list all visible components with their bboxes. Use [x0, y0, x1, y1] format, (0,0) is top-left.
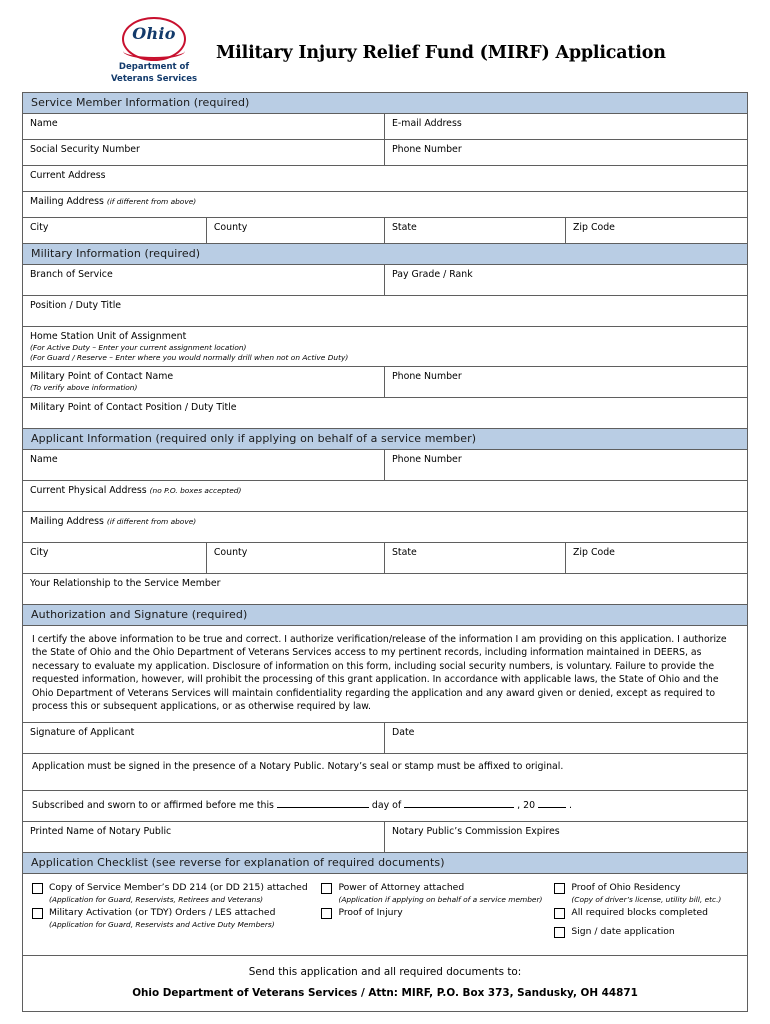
page-title: Military Injury Relief Fund (MIRF) Application	[216, 43, 666, 63]
checkbox-icon[interactable]	[554, 927, 565, 938]
checklist-item[interactable]	[321, 907, 554, 923]
form-row	[23, 481, 747, 512]
authorization-text: I certify the above information to be true and correct. I authorize verification/release of the information I am providing on this application. I authorize the State of Ohio and the Ohio Department of Veterans Services access to my pertinent records, including information maintained in DEERS, as necessary to evaluate my application. Disclosure of information on this form, including social security numbers, is voluntary. Failure to provide the requested information, however, will prohibit the processing of this grant application. In accordance with applicable laws, the State of Ohio and the Ohio Department of Veterans Services will maintain confidentiality regarding the application and any award given or denied, except as required to process this or subsequent applications, or as otherwise required by law.	[32, 633, 727, 713]
section-header-checklist: Application Checklist (see reverse for explanation of required documents)	[23, 853, 747, 874]
field-label: Mailing Address	[30, 196, 104, 207]
checklist-item-label: All required blocks completed	[571, 907, 708, 919]
ohio-swoosh-icon	[123, 43, 185, 59]
form-row	[23, 543, 747, 574]
notary-year-blank[interactable]	[538, 807, 566, 808]
checklist-item-text	[338, 882, 542, 904]
checklist-item-label: Sign / date application	[571, 926, 675, 938]
checklist-item-text	[571, 926, 674, 938]
field-applicant-mailing-address[interactable]	[23, 512, 747, 542]
notary-month-blank[interactable]	[404, 807, 514, 808]
checklist-item[interactable]	[321, 882, 554, 904]
submission-instructions	[23, 956, 747, 1012]
checklist-item[interactable]	[32, 907, 321, 929]
field-label: Mailing Address	[30, 515, 104, 527]
checkbox-icon[interactable]	[554, 908, 565, 919]
field-signature-of-applicant[interactable]: Signature of Applicant	[23, 723, 385, 753]
field-applicant-physical-address[interactable]	[23, 481, 747, 511]
field-military-poc-phone[interactable]: Phone Number	[392, 371, 462, 382]
field-applicant-zip[interactable]: Zip Code	[572, 546, 615, 558]
field-home-station-unit[interactable]	[23, 327, 747, 366]
form-row	[23, 296, 747, 327]
checklist-item-label: Military Activation (or TDY) Orders / LES attached	[49, 907, 276, 919]
form-row	[23, 218, 747, 244]
field-service-member-ssn[interactable]: Social Security Number	[23, 140, 385, 165]
ohio-logo-mark	[115, 16, 193, 60]
document-header	[22, 14, 748, 92]
form-row	[23, 192, 747, 218]
application-checklist	[23, 874, 747, 956]
checklist-item-label: Copy of Service Member’s DD 214 (or DD 215) attached	[49, 882, 308, 894]
checklist-item[interactable]	[554, 882, 738, 904]
field-service-member-phone[interactable]: Phone Number	[392, 144, 462, 155]
notary-day-blank[interactable]	[277, 807, 369, 808]
section-header-authorization: Authorization and Signature (required)	[23, 605, 747, 626]
checklist-item-text	[571, 882, 721, 904]
field-military-poc-title[interactable]: Military Point of Contact Position / Duty Title	[30, 401, 237, 413]
form-row	[23, 166, 747, 192]
sworn-day-text: day of	[371, 800, 402, 812]
field-label: Military Point of Contact Name	[30, 371, 174, 382]
form-row	[23, 450, 747, 481]
checklist-item-label: Proof of Injury	[338, 907, 403, 919]
sworn-end-text: .	[569, 800, 572, 812]
checklist-item-text	[49, 882, 308, 904]
checklist-item-note: (Application for Guard, Reservists and Active Duty Members)	[49, 919, 275, 929]
ohio-wordmark: Ohio	[132, 24, 176, 43]
field-service-member-email[interactable]: E-mail Address	[392, 118, 462, 129]
form-row	[23, 822, 747, 853]
field-note: (if different from above)	[106, 197, 197, 206]
checklist-item-label: Proof of Ohio Residency	[571, 882, 681, 894]
form-row	[23, 398, 747, 429]
sworn-prefix-text: Subscribed and sworn to or affirmed before me this	[32, 800, 274, 812]
mirf-application-form	[22, 92, 748, 1012]
field-service-member-city[interactable]: City	[23, 218, 207, 243]
checklist-item[interactable]	[32, 882, 321, 904]
field-note: (To verify above information)	[30, 383, 138, 392]
section-header-service-member: Service Member Information (required)	[23, 93, 747, 114]
notary-sworn-statement	[23, 791, 747, 822]
ohio-dvs-logo	[106, 16, 202, 90]
field-service-member-zip[interactable]: Zip Code	[572, 222, 615, 233]
checkbox-icon[interactable]	[32, 883, 43, 894]
field-pay-grade-rank[interactable]: Pay Grade / Rank	[392, 269, 473, 280]
checklist-item[interactable]	[554, 907, 738, 923]
form-row	[23, 367, 747, 398]
field-military-poc-name[interactable]	[23, 367, 385, 397]
form-row	[23, 140, 747, 166]
authorization-paragraph	[23, 626, 747, 724]
checklist-column-3	[554, 882, 738, 945]
field-service-member-name[interactable]: Name	[23, 114, 385, 139]
field-label: Home Station Unit of Assignment	[30, 331, 187, 342]
field-printed-name-of-notary[interactable]: Printed Name of Notary Public	[23, 822, 385, 852]
sworn-year-text: , 20	[517, 800, 536, 812]
field-note-2: (For Guard / Reserve – Enter where you would normally drill when not on Active Duty)	[30, 352, 349, 362]
logo-department-line2: Veterans Services	[110, 74, 198, 84]
field-applicant-state[interactable]: State	[385, 543, 566, 573]
form-row	[23, 265, 747, 296]
field-note: (no P.O. boxes accepted)	[149, 485, 242, 495]
checklist-item-note: (Application for Guard, Reservists, Retirees and Veterans)	[49, 894, 264, 904]
field-note-1: (For Active Duty – Enter your current assignment location)	[30, 343, 247, 352]
checklist-column-2	[321, 882, 554, 945]
checkbox-icon[interactable]	[32, 908, 43, 919]
form-row	[23, 512, 747, 543]
section-header-military: Military Information (required)	[23, 244, 747, 265]
submission-address: Ohio Department of Veterans Services / Attn: MIRF, P.O. Box 373, Sandusky, OH 44871	[132, 987, 638, 1000]
field-note: (if different from above)	[106, 516, 197, 526]
checklist-item-text	[49, 907, 275, 929]
form-row	[23, 723, 747, 754]
field-applicant-name[interactable]: Name	[23, 450, 385, 480]
checklist-item-note: (Application if applying on behalf of a service member)	[338, 894, 543, 904]
checklist-item[interactable]	[554, 926, 738, 942]
form-row	[23, 114, 747, 140]
form-row	[23, 327, 747, 367]
checklist-item-text	[338, 907, 402, 919]
field-signature-date[interactable]: Date	[392, 727, 415, 739]
field-service-member-current-address[interactable]: Current Address	[30, 170, 106, 181]
field-applicant-relationship[interactable]: Your Relationship to the Service Member	[30, 577, 221, 589]
field-branch-of-service[interactable]: Branch of Service	[23, 265, 385, 295]
submission-intro: Send this application and all required documents to:	[248, 966, 522, 979]
field-service-member-mailing-address[interactable]	[23, 192, 747, 217]
field-position-duty-title[interactable]: Position / Duty Title	[30, 300, 122, 311]
form-row	[23, 574, 747, 605]
checkbox-icon[interactable]	[321, 908, 332, 919]
checklist-item-text	[571, 907, 708, 919]
field-label: Current Physical Address	[30, 484, 147, 496]
field-applicant-county[interactable]: County	[207, 543, 385, 573]
field-service-member-state[interactable]: State	[385, 218, 566, 243]
logo-department-line1: Department of	[118, 62, 190, 72]
field-notary-commission-expires[interactable]: Notary Public’s Commission Expires	[392, 826, 560, 838]
checklist-item-note: (Copy of driver’s license, utility bill, etc.)	[571, 894, 722, 904]
checkbox-icon[interactable]	[554, 883, 565, 894]
field-service-member-county[interactable]: County	[207, 218, 385, 243]
checklist-column-1	[32, 882, 321, 945]
checkbox-icon[interactable]	[321, 883, 332, 894]
section-header-applicant: Applicant Information (required only if applying on behalf of a service member)	[23, 429, 747, 450]
notary-requirement-note: Application must be signed in the presence of a Notary Public. Notary’s seal or stamp must be affixed to original.	[23, 754, 747, 791]
checklist-item-label: Power of Attorney attached	[338, 882, 465, 894]
field-applicant-city[interactable]: City	[23, 543, 207, 573]
field-applicant-phone[interactable]: Phone Number	[392, 453, 462, 465]
